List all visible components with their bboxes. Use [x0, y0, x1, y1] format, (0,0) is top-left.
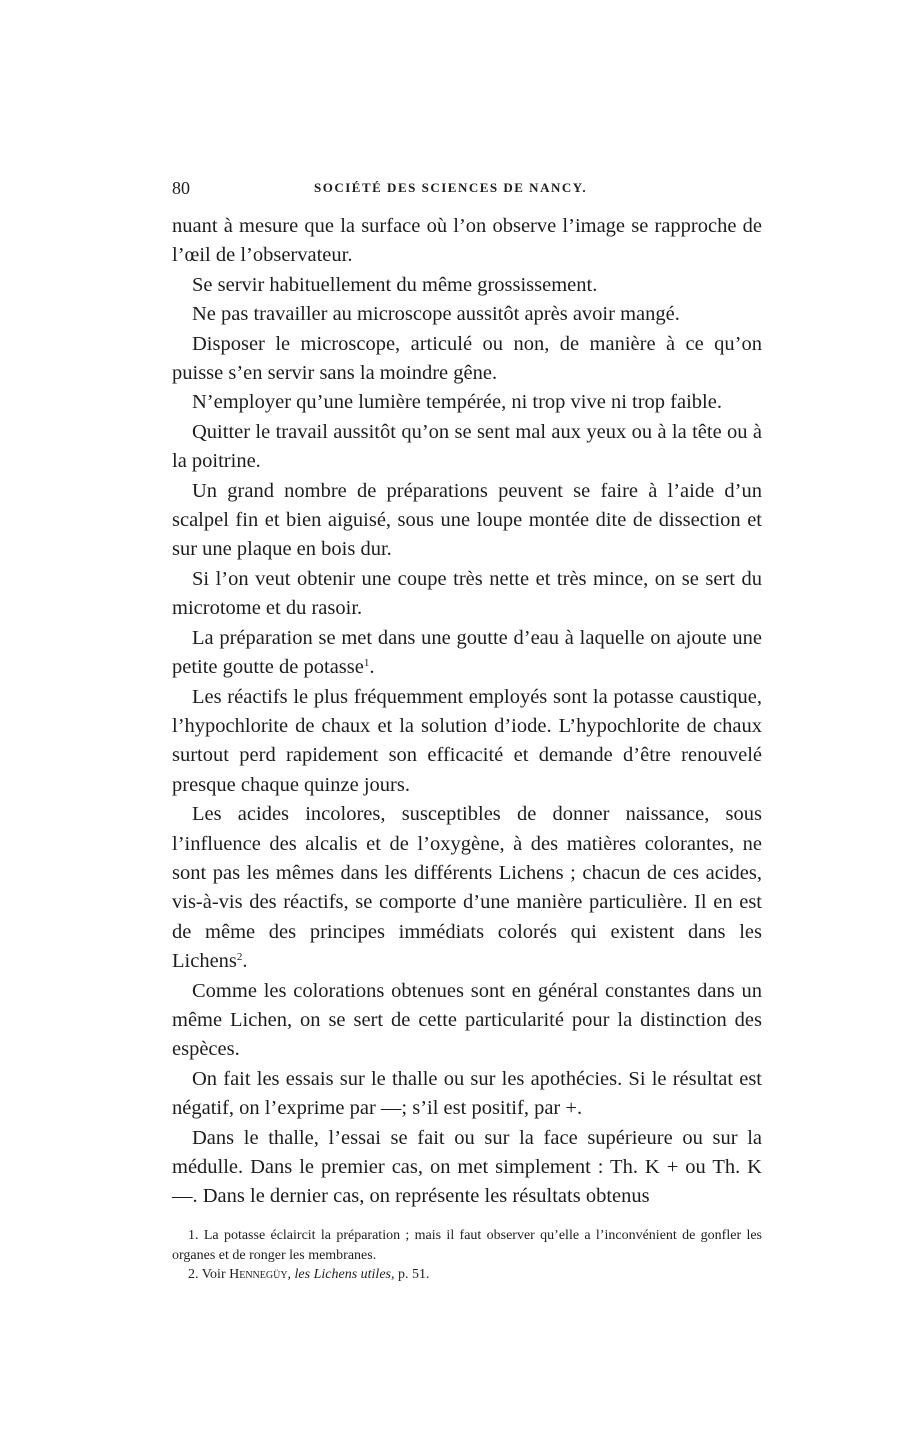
paragraph: Dans le thalle, l’essai se fait ou sur la face supérieure ou sur la médulle. Dans le premier cas, on met simplement : Th. K + ou Th. K —. Dans le dernier cas, on représente les résultats obtenus [172, 1126, 762, 1208]
page-header [172, 178, 762, 202]
footnote-2-author: Hennegüy, [229, 1267, 292, 1282]
paragraph: Un grand nombre de préparations peuvent se faire à l’aide d’un scalpel fin et bien aiguisé, sous une loupe montée dite de dissection et sur une plaque en bois dur. [172, 479, 762, 561]
paragraph-acides [172, 800, 762, 976]
footnote-2-page: p. 51. [397, 1267, 430, 1282]
paragraph-potasse [172, 624, 762, 683]
footnote-ref-2[interactable]: 2 [236, 951, 243, 964]
page-number: 80 [172, 178, 190, 198]
paragraph: Quitter le travail aussitôt qu’on se sent mal aux yeux ou à la tête ou à la poitrine. [172, 420, 762, 473]
paragraph: Se servir habituellement du même grossissement. [192, 273, 598, 296]
paragraph: On fait les essais sur le thalle ou sur les apothécies. Si le résultat est négatif, on l’exprime par —; s’il est positif, par +. [172, 1067, 762, 1120]
paragraph: nuant à mesure que la surface où l’on observe l’image se rapproche de l’œil de l’observateur. [172, 215, 762, 267]
paragraph: Ne pas travailler au microscope aussitôt après avoir mangé. [192, 303, 680, 326]
paragraph: N’employer qu’une lumière tempérée, ni trop vive ni trop faible. [192, 391, 722, 414]
paragraph: Les réactifs le plus fréquemment employés sont la potasse caustique, l’hypochlorite de chaux et la solution d’iode. L’hypochlorite de chaux surtout perd rapidement son efficacité et demande d’être renouvelé presque chaque quinze jours. [172, 685, 762, 796]
running-title: SOCIÉTÉ DES SCIENCES DE NANCY. [314, 180, 588, 195]
footnotes [172, 1226, 762, 1285]
paragraph-end: . [369, 656, 375, 679]
footnote-2 [172, 1265, 762, 1285]
paragraph-text: La préparation se met dans une goutte d’eau à laquelle on ajoute une petite goutte de potasse [172, 626, 762, 679]
body-text [172, 212, 762, 1212]
footnote-ref-1[interactable]: 1 [363, 657, 370, 670]
paragraph: Comme les colorations obtenues sont en général constantes dans un même Lichen, on se sert de cette particularité pour la distinction des espèces. [172, 979, 762, 1061]
paragraph-end: . [242, 950, 248, 973]
paragraph: Si l’on veut obtenir une coupe très nette et très mince, on se sert du microtome et du rasoir. [172, 567, 762, 620]
footnote-2-title: les Lichens utiles, [294, 1267, 395, 1282]
footnote-2-prefix: 2. Voir [188, 1267, 226, 1282]
footnote-1: 1. La potasse éclaircit la préparation ; mais il faut observer qu’elle a l’inconvénient de gonfler les organes et de ronger les membranes. [172, 1228, 762, 1263]
paragraph: Disposer le microscope, articulé ou non, de manière à ce qu’on puisse s’en servir sans la moindre gêne. [172, 332, 762, 385]
paragraph-text: Les acides incolores, susceptibles de donner naissance, sous l’influence des alcalis et de l’oxygène, à des matières colorantes, ne sont pas les mêmes dans les différents Lichens ; chacun de ces acides, vis-à-vis des réactifs, se comporte d’une manière particulière. Il en est de même des principes immédiats colorés qui existent dans les Lichens [172, 803, 762, 973]
